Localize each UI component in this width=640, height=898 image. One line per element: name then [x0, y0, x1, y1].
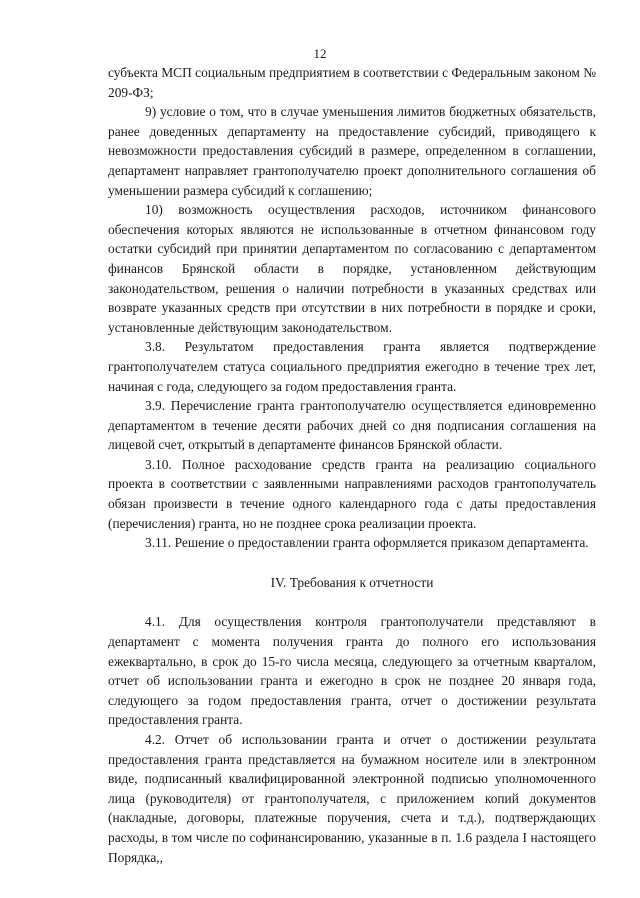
paragraphs-before-heading — [108, 63, 596, 553]
paragraph: субъекта МСП социальным предприятием в соответствии с Федеральным законом № 209-ФЗ; — [108, 65, 596, 100]
paragraph: 3.9. Перечисление гранта грантополучателю осуществляется единовременно департаментом в течение десяти рабочих дней со дня подписания соглашения на лицевой счет, открытый в департаменте финансов Брянской области. — [108, 398, 596, 453]
paragraph: 9) условие о том, что в случае уменьшения лимитов бюджетных обязательств, ранее доведенных департаменту на предоставление субсидий, приводящего к невозможности предоставления субсидий в размере, определенном в соглашении, департамент направляет грантополучателю проект дополнительного соглашения об уменьшении размера субсидий к соглашению; — [108, 104, 596, 198]
paragraph: 10) возможность осуществления расходов, источником финансового обеспечения которых являются не использованные в отчетном финансовом году остатки субсидий при принятии департаментом по согласованию с департаментом финансов Брянской области в порядке, установленном действующим законодательством, решения о наличии потребности в указанных средствах или возврате указанных средств при отсутствии в них потребности в порядке и сроки, установленные действующим законодательством. — [108, 202, 596, 335]
paragraphs-after-heading — [108, 612, 596, 867]
paragraph: 3.8. Результатом предоставления гранта является подтверждение грантополучателем статуса социального предприятия ежегодно в течение трех лет, начиная с года, следующего за годом предоставления гранта. — [108, 339, 596, 394]
document-body — [108, 63, 596, 867]
paragraph: 3.11. Решение о предоставлении гранта оформляется приказом департамента. — [145, 535, 589, 551]
page-number: 12 — [313, 46, 327, 61]
paragraph: 4.2. Отчет об использовании гранта и отчет о достижении результата предоставления гранта представляется на бумажном носителе или в электронном виде, подписанный квалифицированной электронной подписью уполномоченного лица (руководителя) от грантополучателя, с приложением копий документов (накладные, договоры, платежные поручения, счета и т.д.), подтверждающих расходы, в том числе по софинансированию, указанные в п. 1.6 раздела I настоящего Порядка,, — [108, 732, 596, 865]
paragraph: 3.10. Полное расходование средств гранта на реализацию социального проекта в соответствии с заявленными направлениями расходов грантополучатель обязан произвести в течение одного календарного года с даты предоставления (перечисления) гранта, но не позднее срока реализации проекта. — [108, 456, 596, 531]
section-heading: IV. Требования к отчетности — [270, 574, 434, 590]
paragraph: 4.1. Для осуществления контроля грантополучатели представляют в департамент с момента получения гранта до полного его использования ежеквартально, в срок до 15-го числа месяца, следующего за отчетным кварталом, отчет об использовании гранта и ежегодно в срок не позднее 20 января года, следующего за годом предоставления гранта, отчет о достижении результата предоставления гранта. — [108, 614, 596, 728]
